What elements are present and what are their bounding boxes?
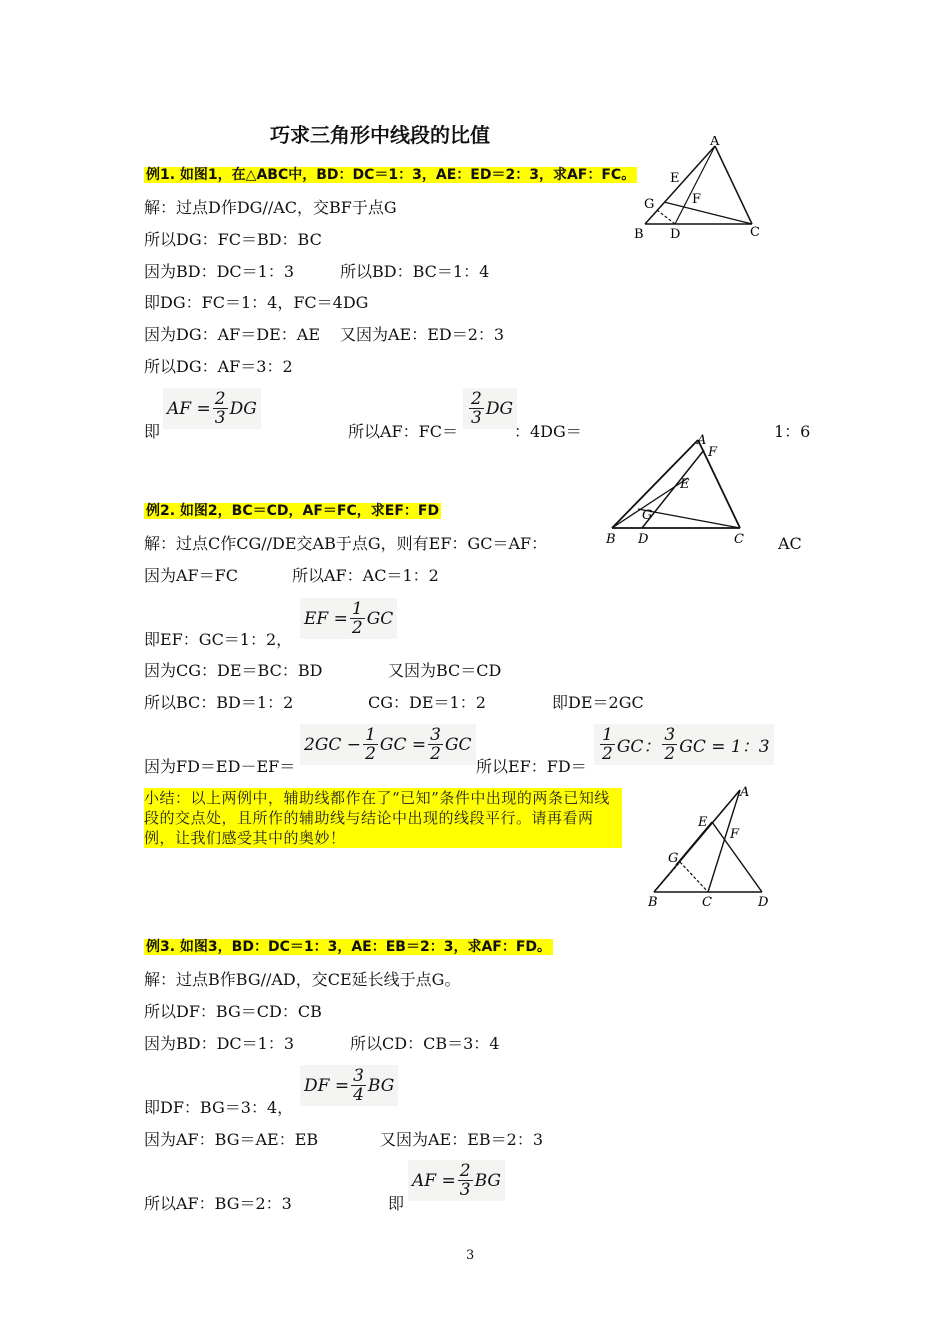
fig3-label-g: G xyxy=(668,851,679,866)
ex3-line-5b: 又因为AE：EB＝2：3 xyxy=(380,1130,544,1149)
page-number: 3 xyxy=(466,1248,475,1263)
ex3-line-2: 所以DF：BG＝CD：CB xyxy=(144,1002,322,1021)
ex1-result: 1：6 xyxy=(774,422,811,441)
example-3-heading: 例3. 如图3，BD：DC＝1：3，AE：EB＝2：3，求AF：FD。 xyxy=(146,939,552,955)
ex1-line-7b: 所以AF：FC＝ xyxy=(348,422,459,441)
fig3-label-f: F xyxy=(730,827,740,842)
ex2-line-1b: AC xyxy=(778,534,802,553)
ex1-equation-af-2: $\frac{2}{3}$ DG xyxy=(463,388,517,429)
fig2-label-e: E xyxy=(680,477,690,492)
ex3-equation-af: AF = $\frac{2}{3}$ BG xyxy=(408,1160,505,1201)
ex2-line-4a: 因为CG：DE＝BC：BD xyxy=(144,661,323,680)
ex1-line-5b: 又因为AE：ED＝2：3 xyxy=(340,325,505,344)
ex2-line-4b: 又因为BC＝CD xyxy=(388,661,502,680)
ex3-line-1: 解：过点B作BG//AD，交CE延长线于点G。 xyxy=(144,970,461,989)
figure-2 xyxy=(600,430,760,550)
ex3-line-3b: 所以CD：CB＝3：4 xyxy=(350,1034,500,1053)
ex2-line-1: 解：过点C作CG//DE交AB于点G，则有EF：GC＝AF： xyxy=(144,534,548,553)
ex1-line-1: 解：过点D作DG//AC，交BF于点G xyxy=(144,198,397,217)
ex1-equation-af: AF = $\frac{2}{3}$ DG xyxy=(163,388,261,429)
summary-note: 小结：以上两例中，辅助线都作在了“已知”条件中出现的两条已知线段的交点处，且所作的辅助线与结论中出现的线段平行。请再看两例，让我们感受其中的奥妙！ xyxy=(144,788,622,848)
ex1-line-7a: 即 xyxy=(144,422,161,441)
fig2-label-a: A xyxy=(697,433,707,448)
ex3-line-5a: 因为AF：BG＝AE：EB xyxy=(144,1130,319,1149)
example-2-heading: 例2. 如图2，BC＝CD，AF＝FC，求EF：FD xyxy=(146,503,440,519)
fig3-label-c: C xyxy=(702,895,712,910)
ex1-line-2: 所以DG：FC＝BD：BC xyxy=(144,230,322,249)
fig1-label-c: C xyxy=(750,225,760,240)
ex3-line-6b: 即 xyxy=(388,1194,405,1213)
fig2-label-c: C xyxy=(734,532,744,547)
fig1-label-f: F xyxy=(692,192,702,207)
fig2-label-d: D xyxy=(638,532,649,547)
ex1-line-5a: 因为DG：AF＝DE：AE xyxy=(144,325,321,344)
figure-3 xyxy=(640,780,780,910)
ex1-line-7c: ：4DG＝ xyxy=(514,422,582,441)
fig2-label-b: B xyxy=(606,532,616,547)
ex2-line-5c: 即DE＝2GC xyxy=(552,693,644,712)
ex3-equation-df: DF = $\frac{3}{4}$ BG xyxy=(300,1065,398,1106)
ex1-line-3b: 所以BD：BC＝1：4 xyxy=(340,262,490,281)
ex3-line-3a: 因为BD：DC＝1：3 xyxy=(144,1034,295,1053)
ex2-equation-ef: EF = $\frac{1}{2}$ GC xyxy=(300,598,397,639)
ex3-line-4: 即DF：BG＝3：4， xyxy=(144,1098,294,1117)
fig2-label-g: G xyxy=(642,508,653,523)
ex3-line-6a: 所以AF：BG＝2：3 xyxy=(144,1194,292,1213)
example-1-heading: 例1. 如图1，在△ABC中，BD：DC＝1：3，AE：ED＝2：3，求AF：FC。 xyxy=(146,167,636,183)
ex2-line-6b: 所以EF：FD＝ xyxy=(476,757,587,776)
ex2-line-2b: 所以AF：AC＝1：2 xyxy=(292,566,439,585)
ex2-line-2a: 因为AF＝FC xyxy=(144,566,239,585)
ex2-line-3: 即EF：GC＝1：2， xyxy=(144,630,293,649)
ex1-line-4: 即DG：FC＝1：4，FC＝4DG xyxy=(144,293,369,312)
ex2-equation-fd: 2GC − $\frac{1}{2}$ GC = $\frac{3}{2}$ GC xyxy=(300,724,476,765)
ex1-line-6: 所以DG：AF＝3：2 xyxy=(144,357,293,376)
fig1-label-a: A xyxy=(710,136,720,149)
fig3-label-e: E xyxy=(698,815,708,830)
fig3-label-a: A xyxy=(740,785,750,800)
ex2-line-6a: 因为FD＝ED－EF＝ xyxy=(144,757,296,776)
fig2-label-f: F xyxy=(708,445,718,460)
fig1-label-b: B xyxy=(634,227,644,242)
fig1-label-d: D xyxy=(670,227,681,242)
ex1-line-3a: 因为BD：DC＝1：3 xyxy=(144,262,295,281)
fig1-label-e: E xyxy=(670,171,680,186)
ex2-equation-ratio: $\frac{1}{2}$ GC： $\frac{3}{2}$ GC = 1：3 xyxy=(594,724,774,765)
ex2-line-5a: 所以BC：BD＝1：2 xyxy=(144,693,294,712)
fig3-label-b: B xyxy=(648,895,658,910)
page-title: 巧求三角形中线段的比值 xyxy=(270,123,490,147)
fig1-label-g: G xyxy=(644,197,655,212)
figure-1 xyxy=(630,136,770,244)
ex2-line-5b: CG：DE＝1：2 xyxy=(368,693,486,712)
fig3-label-d: D xyxy=(758,895,769,910)
